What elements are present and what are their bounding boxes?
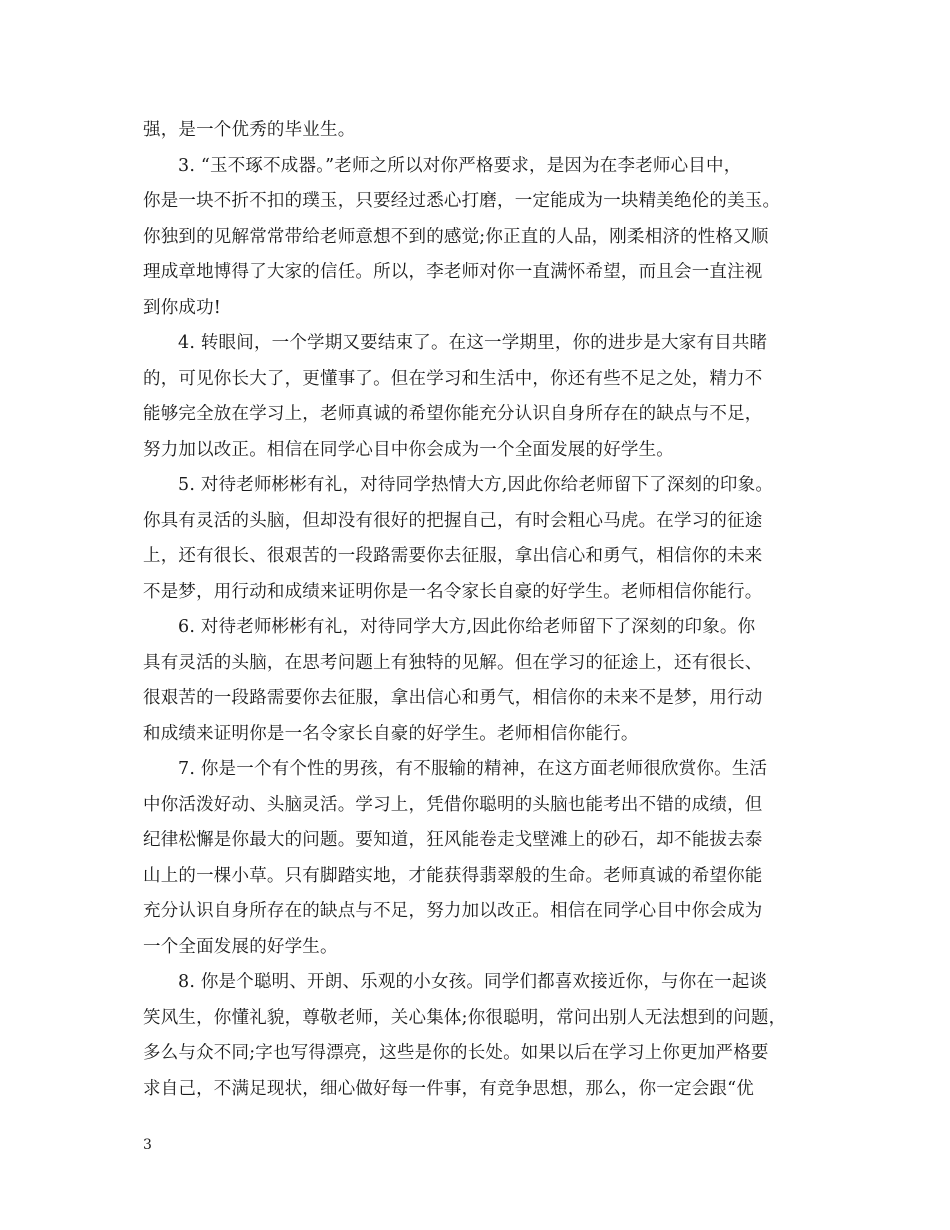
paragraph-item-7 — [143, 752, 810, 965]
text-line: 多么与众不同;字也写得漂亮，这些是你的长处。如果以后在学习上你更加严格要 — [143, 1043, 769, 1063]
text-line: 到你成功! — [143, 297, 222, 318]
text-line: 和成绩来证明你是一名令家长自豪的好学生。老师相信你能行。 — [143, 723, 639, 744]
text-line: 努力加以改正。相信在同学心目中你会成为一个全面发展的好学生。 — [143, 439, 674, 460]
text-line: 中你活泼好动、头脑灵活。学习上，凭借你聪明的头脑也能考出不错的成绩，但 — [143, 794, 763, 815]
text-line: 你具有灵活的头脑，但却没有很好的把握自己，有时会粗心马虎。在学习的征途 — [143, 510, 763, 531]
paragraph-item-4 — [143, 326, 810, 468]
paragraph-continuation — [143, 113, 810, 149]
text-line: 不是梦，用行动和成绩来证明你是一名令家长自豪的好学生。老师相信你能行。 — [143, 581, 763, 602]
text-line: 具有灵活的头脑，在思考问题上有独特的见解。但在学习的征途上，还有很长、 — [143, 652, 763, 673]
text-line: 3. “玉不琢不成器。”老师之所以对你严格要求，是因为在李老师心目中， — [178, 155, 742, 176]
text-line: 5. 对待老师彬彬有礼，对待同学热情大方,因此你给老师留下了深刻的印象。 — [178, 475, 774, 495]
paragraph-item-6 — [143, 610, 810, 752]
text-line: 上，还有很长、很艰苦的一段路需要你去征服，拿出信心和勇气，相信你的未来 — [143, 546, 763, 566]
paragraph-item-8 — [143, 965, 810, 1107]
page-number: 3 — [143, 1137, 152, 1153]
document-body — [143, 113, 810, 1107]
paragraph-item-5 — [143, 468, 810, 610]
text-line: 的，可见你长大了，更懂事了。但在学习和生活中，你还有些不足之处，精力不 — [143, 368, 763, 389]
text-line: 你是一块不折不扣的璞玉，只要经过悉心打磨，一定能成为一块精美绝伦的美玉。 — [143, 191, 781, 211]
text-line: 充分认识自身所存在的缺点与不足，努力加以改正。相信在同学心目中你会成为 — [143, 901, 763, 921]
text-line: 理成章地博得了大家的信任。所以，李老师对你一直满怀希望，而且会一直注视 — [143, 262, 763, 282]
text-line: 能够完全放在学习上，老师真诚的希望你能充分认识自身所存在的缺点与不足， — [143, 404, 763, 424]
text-line: 你独到的见解常常带给老师意想不到的感觉;你正直的人品，刚柔相济的性格又顺 — [143, 226, 769, 247]
text-line: 求自己，不满足现状，细心做好每一件事，有竞争思想，那么，你一定会跟“优 — [143, 1078, 754, 1099]
text-line: 很艰苦的一段路需要你去征服，拿出信心和勇气，相信你的未来不是梦，用行动 — [143, 688, 763, 708]
text-line: 笑风生，你懂礼貌，尊敬老师，关心集体;你很聪明，常问出别人无法想到的问题， — [143, 1007, 787, 1028]
text-line: 4. 转眼间，一个学期又要结束了。在这一学期里，你的进步是大家有目共睹 — [178, 333, 768, 353]
paragraph-item-3 — [143, 149, 810, 327]
text-line: 强，是一个优秀的毕业生。 — [143, 120, 356, 140]
text-line: 8. 你是个聪明、开朗、乐观的小女孩。同学们都喜欢接近你，与你在一起谈 — [178, 972, 768, 992]
text-line: 纪律松懈是你最大的问题。要知道，狂风能卷走戈壁滩上的砂石，却不能拔去泰 — [143, 830, 763, 850]
text-line: 山上的一棵小草。只有脚踏实地，才能获得翡翠般的生命。老师真诚的希望你能 — [143, 865, 763, 886]
text-line: 6. 对待老师彬彬有礼，对待同学大方,因此你给老师留下了深刻的印象。你 — [178, 617, 756, 637]
text-line: 一个全面发展的好学生。 — [143, 936, 338, 957]
text-line: 7. 你是一个有个性的男孩，有不服输的精神，在这方面老师很欣赏你。生活 — [178, 759, 768, 779]
